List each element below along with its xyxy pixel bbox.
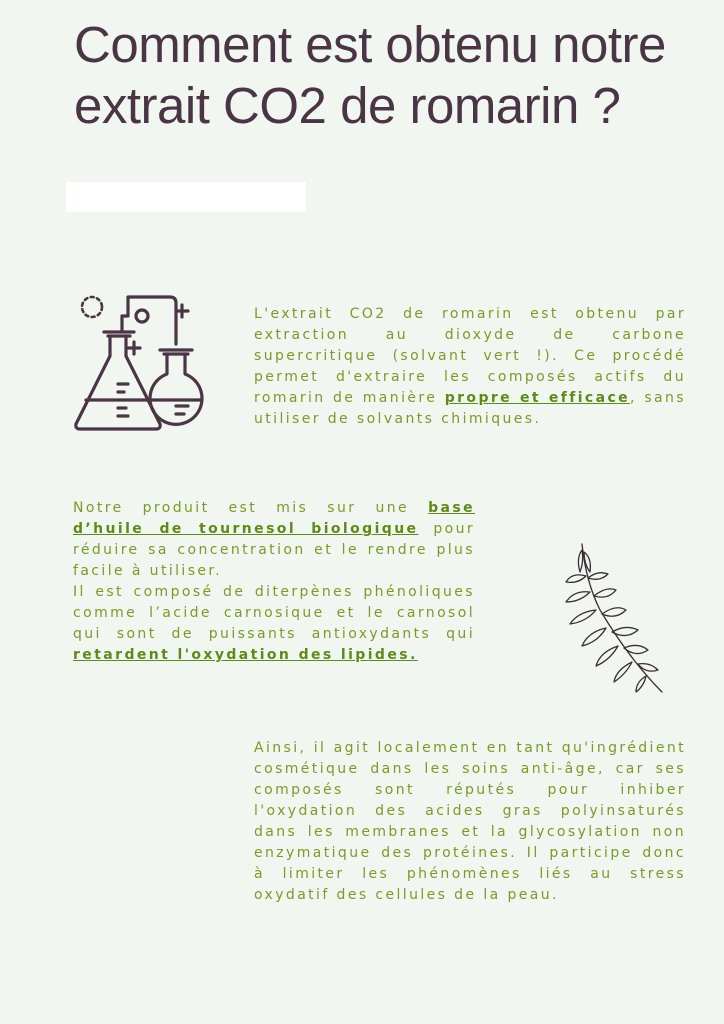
para2-highlight-oxidation: retardent l'oxydation des lipides. <box>73 647 418 663</box>
product-paragraph <box>73 498 475 666</box>
rosemary-sprig-icon <box>560 540 670 700</box>
laboratory-flasks-icon <box>70 292 210 432</box>
para1-text-end: , sans utiliser de solvants chimiques. <box>254 390 686 427</box>
para1-text-start: L'extrait CO2 de romarin est obtenu par extraction au dioxyde de carbone supercritique (solvant vert !). Ce procédé permet d'extraire les composés actifs du romarin de manière <box>254 306 686 406</box>
benefits-paragraph: Ainsi, il agit localement en tant qu'ingrédient cosmétique dans les soins anti-âge, car ses composés sont réputés pour inhiber l'oxydation des acides gras polyinsaturés dans les membranes et la glycosylation non enzymatique des protéines. Il participe donc à limiter les phénomènes liés au stress oxydatif des cellules de la peau. <box>254 740 686 903</box>
extraction-paragraph <box>254 304 686 430</box>
para2-text-middle: pour réduire sa concentration et le rendre plus facile à utiliser. <box>73 521 475 579</box>
page-title: Comment est obtenu notre extrait CO2 de romarin ? <box>74 16 666 134</box>
para2-text-start: Notre produit est mis sur une <box>73 500 429 516</box>
title-highlight <box>66 182 306 212</box>
title-block <box>66 14 666 136</box>
para2-highlight-oil: base d’huile de tournesol biologique <box>73 500 475 537</box>
para1-highlight: propre et efficace <box>444 390 631 406</box>
para2-text-line2: Il est composé de diterpènes phénoliques comme l’acide carnosique et le carnosol qui sont de puissants antioxydants qui <box>73 584 475 642</box>
